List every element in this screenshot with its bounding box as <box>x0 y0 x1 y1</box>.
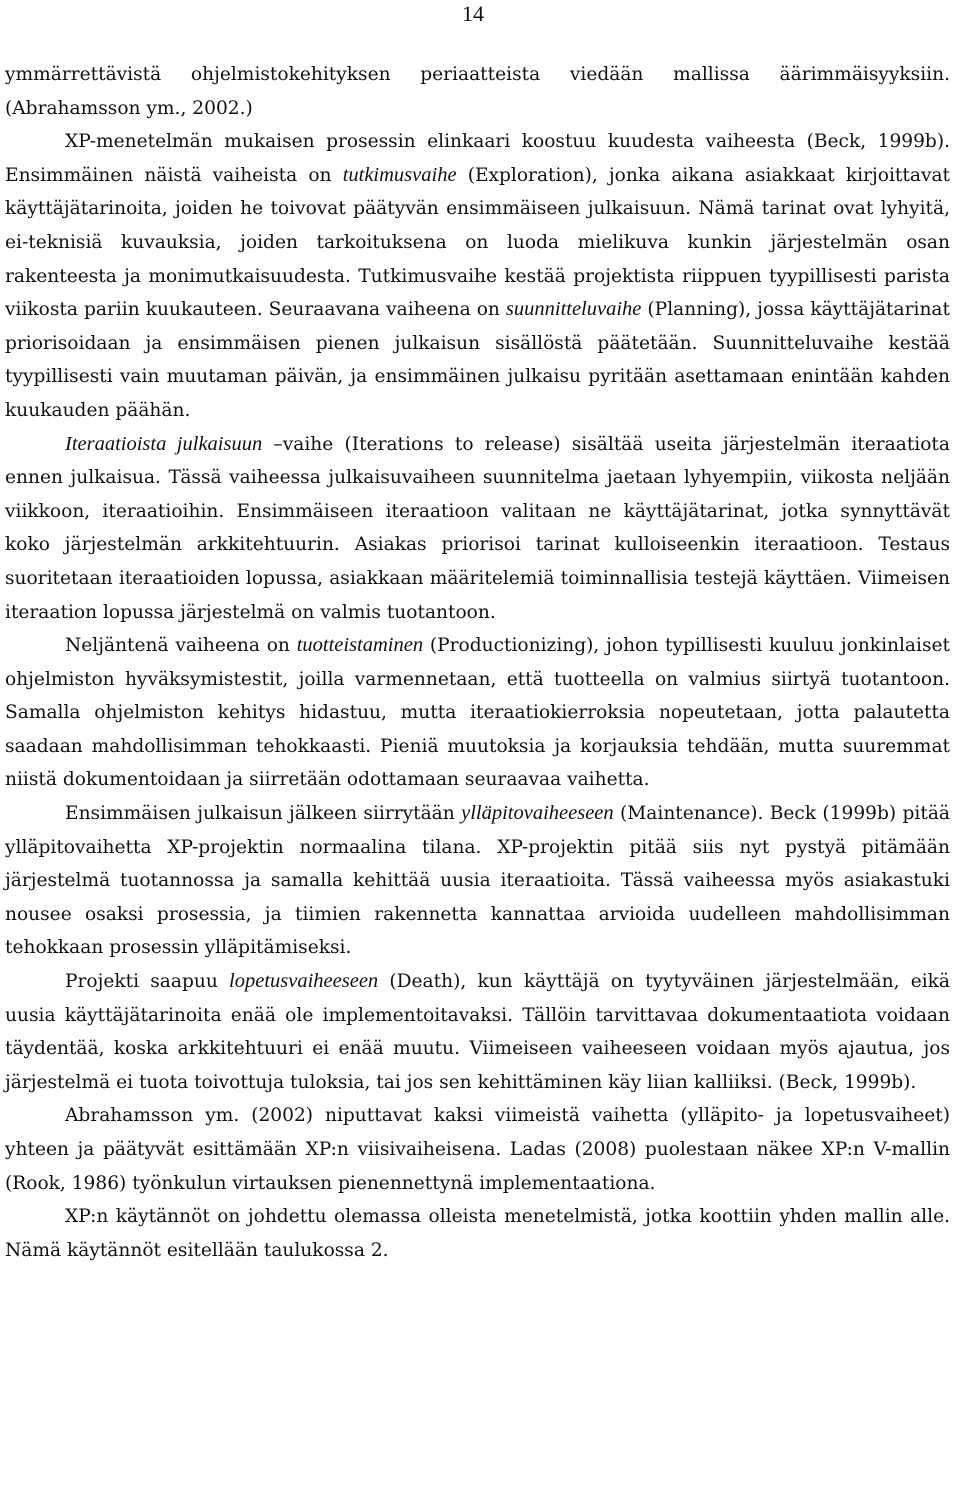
text-run: XP-menetelmän mukaisen prosessin elinkaari koostuu kuudesta vaiheesta (Beck, 1999b). Ensimmäinen näistä vaiheista on <box>5 131 950 186</box>
paragraph-4 <box>5 629 950 797</box>
paragraph-7 <box>5 1099 950 1200</box>
paragraph-1 <box>5 58 950 125</box>
emphasized-term: tutkimusvaihe <box>342 163 457 186</box>
paragraph-3 <box>5 428 950 630</box>
paragraph-8 <box>5 1200 950 1267</box>
paragraph-2 <box>5 125 950 427</box>
text-run: (Productionizing), johon typillisesti kuuluu jonkinlaiset ohjelmiston hyväksymistestit, joilla varmennetaan, että tuotteella on valmius siirtyä tuotantoon. Samalla ohjelmiston kehitys hidastuu, mutta iteraatiokierroksia nopeutetaan, jotta palautetta saadaan mahdollisimman tehokkaasti. Pieniä muutoksia ja korjauksia tehdään, mutta suuremmat niistä dokumentoidaan ja siirretään odottamaan seuraavaa vaihetta. <box>5 635 950 791</box>
emphasized-term: suunnitteluvaihe <box>505 298 642 321</box>
text-run: Projekti saapuu <box>65 971 230 993</box>
text-run: ymmärrettävistä ohjelmistokehityksen periaatteista viedään mallissa äärimmäisyyksiin. (Abrahamsson ym., 2002.) <box>5 64 950 119</box>
page-number: 14 <box>462 1 484 26</box>
text-run: Abrahamsson ym. (2002) niputtavat kaksi viimeistä vaihetta (ylläpito- ja lopetusvaiheet) yhteen ja päätyvät esittämään XP:n viisivaiheisena. Ladas (2008) puolestaan näkee XP:n V-mallin (Rook, 1986) työnkulun virtauksen pienennettynä implementaationa. <box>5 1105 950 1194</box>
text-run: (Maintenance). Beck (1999b) pitää ylläpitovaihetta XP-projektin normaalina tilana. XP-projektin pitää siis nyt pystyä pitämään järjestelmä tuotannossa ja samalla kehittää uusia iteraatioita. Tässä vaiheessa myös asiakastuki nousee osaksi prosessia, ja tiimien rakennetta kannattaa arvioida uudelleen mahdollisimman tehokkaan prosessin ylläpitämiseksi. <box>5 803 950 959</box>
text-run: (Exploration), jonka aikana asiakkaat kirjoittavat käyttäjätarinoita, joiden he toivovat päätyvän ensimmäiseen julkaisuun. Nämä tarinat ovat lyhyitä, ei-teknisiä kuvauksia, joiden tarkoituksena on luoda mielikuva kunkin järjestelmän osan rakenteesta ja monimutkaisuudesta. Tutkimusvaihe kestää projektista riippuen tyypillisesti parista viikosta pariin kuukauteen. Seuraavana vaiheena on <box>5 164 951 321</box>
emphasized-term: lopetusvaiheeseen <box>229 970 379 993</box>
body-text <box>5 58 950 1267</box>
text-run: XP:n käytännöt on johdettu olemassa olleista menetelmistä, jotka koottiin yhden mallin alle. Nämä käytännöt esitellään taulukossa 2. <box>5 1206 950 1261</box>
text-run: Ensimmäisen julkaisun jälkeen siirrytään <box>65 803 462 825</box>
emphasized-term: tuotteistaminen <box>296 634 424 657</box>
text-run: (Planning), jossa käyttäjätarinat priorisoidaan ja ensimmäisen pienen julkaisun sisällöstä päätetään. Suunnitteluvaihe kestää tyypillisesti vain muutaman päivän, ja ensimmäinen julkaisu pyritään asettamaan enintään kahden kuukauden päähän. <box>5 299 950 421</box>
paragraph-6 <box>5 965 950 1099</box>
text-run: –vaihe (Iterations to release) sisältää useita järjestelmän iteraatiota ennen julkaisua. Tässä vaiheessa julkaisuvaiheen suunnitelma jaetaan lyhyempiin, viikosta neljään viikkoon, iteraatioihin. Ensimmäiseen iteraatioon valitaan ne käyttäjätarinat, jotka synnyttävät koko järjestelmän arkkitehtuurin. Asiakas priorisoi tarinat kulloiseenkin iteraatioon. Testaus suoritetaan iteraatioiden lopussa, asiakkaan määritelemiä toiminnallisia testejä käyttäen. Viimeisen iteraation lopussa järjestelmä on valmis tuotantoon. <box>5 433 950 623</box>
paragraph-5 <box>5 797 950 965</box>
text-run: Neljäntenä vaiheena on <box>65 635 297 657</box>
emphasized-term: ylläpitovaiheeseen <box>461 802 614 825</box>
emphasized-term: Iteraatioista julkaisuun <box>65 432 263 455</box>
text-run: (Death), kun käyttäjä on tyytyväinen järjestelmään, eikä uusia käyttäjätarinoita enää ole implementoitavaksi. Tällöin tarvittavaa dokumentaatiota voidaan täydentää, koska arkkitehtuuri ei enää muutu. Viimeiseen vaiheeseen voidaan myös ajautua, jos järjestelmä ei tuota toivottuja tuloksia, tai jos sen kehittäminen käy liian kalliiksi. (Beck, 1999b). <box>5 971 950 1093</box>
